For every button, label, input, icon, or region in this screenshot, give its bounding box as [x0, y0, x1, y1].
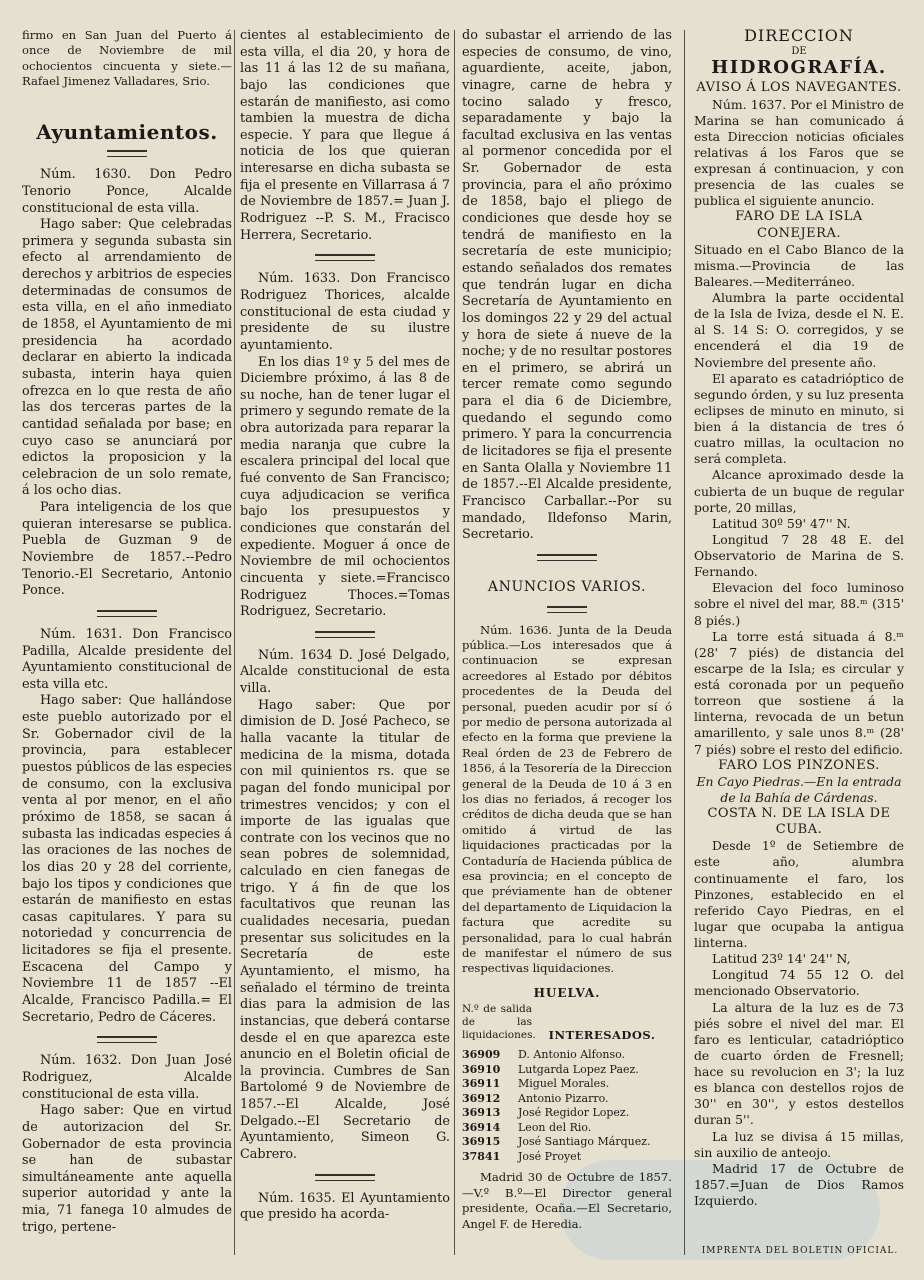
- notice-1635-continued: do subastar el arriendo de las especies de consumo, de vino, aguardiente, aceite, jabon, vinagre, carne de hebra y tocino salado y fresco, separadamente y bajo la facultad exclusiva en las ventas al pormenor concedida por el Sr. Gobernador de esta provincia, para el año próximo de 1858, bajo el pliego de condiciones que desde hoy se tendrá de manifiesto en la secretaría de este municipio; estando señalados dos remates que tendrán lugar en dicha Secretaría de Ayuntamiento en los domingos 22 y 29 del actual y hora de siete á nueve de la noche; y de no resultar postores en el primero, se abrirá un tercer remate como segundo para el dia 6 de Diciembre, quedando el segundo como primero. Y para la concurrencia de licitadores se fija el presente en Santa Olalla y Noviembre 11 de 1857.--El Alcalde presidente, Francisco Carballar.--Por su mandado, Ildefonso Marin, Secretario.: [462, 28, 672, 543]
- separator: [315, 631, 375, 638]
- creditor-name: José Regidor Lopez.: [518, 1106, 630, 1120]
- table-header: [462, 1003, 672, 1042]
- faro-pinzones-text: Latitud 23º 14' 24'' N,: [712, 951, 851, 967]
- notice-1636-sign: Madrid 30 de Octubre de 1857. —V.º B.º—El Director general presidente, Ocaña.—El Secretario, Angel F. de Heredia.: [462, 1170, 672, 1231]
- notice-1633-title: Núm. 1633. Don Francisco Rodriguez Thorices, alcalde constitucional de esta ciudad y presidente de su ilustre ayuntamiento.: [240, 271, 450, 353]
- faro-pinzones-text: Longitud 74 55 12 O. del mencionado Observatorio.: [694, 967, 904, 999]
- column-4: [694, 28, 904, 1209]
- faro-pinzones-location: En Cayo Piedras.—En la entrada de la Bahía de Cárdenas.: [696, 773, 902, 805]
- column-3: [462, 28, 672, 1232]
- aviso-heading: AVISO Á LOS NAVEGANTES.: [696, 80, 902, 96]
- notice-1631-body: Hago saber: Que hallándose este pueblo autorizado por el Sr. Gobernador civil de la provincia, para establecer puestos públicos de las especies de consumo, con la exclusiva venta al por menor, en el año próximo de 1858, se sacan á subasta las indicadas especies á las oraciones de las noches de los dias 20 y 28 del corriente, bajo los tipos y condiciones que estarán de manifiesto en estas casas capitulares. Y para su notoriedad y concurrencia de licitadores se fija el presente. Escacena del Campo y Noviembre 11 de 1857 --El Alcalde, Francisco Padilla.= El Secretario, Pedro de Cáceres.: [22, 693, 232, 1025]
- column-1: [22, 28, 232, 1236]
- notice-1630-body: Hago saber: Que celebradas primera y segunda subasta sin efecto al arrendamiento de derechos y arbitrios de especies determinadas de consumos de esta villa, en el año inmediato de 1858, el Ayuntamiento de mi presidencia ha acordado declarar en abierto la indicada subasta, interin haya quien ofrezca en lo que resta de año las dos terceras partes de la cantidad señalada por base; en cuyo caso se anunciará por edictos la proposicion y la celebracion de un solo remate, á los ocho dias.: [22, 217, 232, 499]
- table-header-right: INTERESADOS.: [548, 1028, 656, 1043]
- table-row: [462, 1135, 672, 1150]
- separator: [537, 554, 597, 561]
- faro-conejera-location: Situado en el Cabo Blanco de la misma.—Provincia de las Baleares.—Mediterráneo.: [694, 241, 904, 289]
- liquidation-number: 37841: [462, 1149, 501, 1163]
- table-row: [462, 1121, 672, 1136]
- faro-conejera-text: Elevacion del foco luminoso sobre el nivel del mar, 88.ᵐ (315' 8 piés.): [694, 580, 904, 628]
- notice-1631-title: Núm. 1631. Don Francisco Padilla, Alcalde presidente del Ayuntamiento constitucional de esta villa etc.: [22, 626, 232, 692]
- notice-1632-title: Núm. 1632. Don Juan José Rodriguez, Alcalde constitucional de esta villa.: [22, 1053, 232, 1102]
- faro-conejera-text: Alcance aproximado desde la cubierta de un buque de regular porte, 20 millas,: [694, 467, 904, 515]
- liquidation-number: 36915: [462, 1135, 501, 1149]
- section-heading: Ayuntamientos.: [36, 119, 218, 144]
- hidrografia-heading: HIDROGRAFÍA.: [711, 57, 887, 79]
- direccion-heading: DIRECCION: [744, 26, 854, 45]
- continued-text: firmo en San Juan del Puerto á once de Noviembre de mil ochocientos cincuenta y siete.—Rafael Jimenez Valladares, Srio.: [22, 28, 232, 89]
- table-row: [462, 1092, 672, 1107]
- liquidation-number: 36914: [462, 1120, 501, 1134]
- notice-1630-title: Núm. 1630. Don Pedro Tenorio Ponce, Alcalde constitucional de esta villa.: [22, 167, 232, 216]
- separator: [97, 1036, 157, 1043]
- notice-1634-body: Hago saber: Que por dimision de D. José Pacheco, se halla vacante la titular de medicina de la misma, dotada con mil quinientos rs. que se pagan del fondo municipal por trimestres vencidos; y con el importe de las igualas que contrate con los vecinos que no sean pobres de solemnidad, calculado en cien fanegas de trigo. Y á fin de que los facultativos que reunan las cualidades necesaria, puedan presentar sus solicitudes en la Secretaría de este Ayuntamiento, el mismo, ha señalado el término de treinta dias para la admision de las instancias, que deberá contarse desde el en que aparezca este anuncio en el Boletin oficial de la provincia. Cumbres de San Bartolomé 9 de Noviembre de 1857.--El Alcalde, José Delgado.--El Secretario de Ayuntamiento, Simeon G. Cabrero.: [240, 697, 450, 1162]
- creditor-name: Lutgarda Lopez Paez.: [518, 1062, 639, 1076]
- creditor-name: Antonio Pizarro.: [518, 1091, 609, 1105]
- table-row: [462, 1077, 672, 1092]
- column-rule: [684, 30, 685, 1255]
- column-rule: [234, 30, 235, 1255]
- creditor-name: José Santiago Márquez.: [518, 1135, 651, 1149]
- faro-pinzones-text: Madrid 17 de Octubre de 1857.=Juan de Dios Ramos Izquierdo.: [694, 1160, 904, 1208]
- notice-1630-sign: Para inteligencia de los que quieran interesarse se publica. Puebla de Guzman 9 de Noviembre de 1857.--Pedro Tenorio.-El Secretario, Antonio Ponce.: [22, 500, 232, 599]
- separator: [97, 610, 157, 617]
- faro-conejera-text: La torre está situada á 8.ᵐ (28' 7 piés) de distancia del escarpe de la Isla; es circular y está coronada por un pequeño torreon que sostiene á la linterna, revocada de un betun amarillento, y sale unos 8.ᵐ (28' 7 piés) sobre el resto del edificio.: [694, 628, 904, 757]
- faro-conejera-heading: FARO DE LA ISLA CONEJERA.: [735, 209, 863, 241]
- separator: [107, 150, 147, 157]
- table-row: [462, 1150, 672, 1165]
- table-row: [462, 1063, 672, 1078]
- faro-conejera-text: El aparato es catadrióptico de segundo órden, y su luz presenta eclipses de minuto en minuto, si bien á la distancia de tres ó cuatro millas, la ocultacion no será completa.: [694, 370, 904, 467]
- table-header-left: N.º de salida de las liquidaciones.: [462, 1003, 536, 1042]
- liquidation-number: 36911: [462, 1077, 501, 1091]
- table-row: [462, 1106, 672, 1121]
- notice-1636-body: Núm. 1636. Junta de la Deuda pública.—Los interesados que á continuacion se expresan acreedores al Estado por débitos procedentes de la Deuda del personal, pueden acudir por sí ó por medio de persona autorizada al efecto en la forma que previene la Real órden de 23 de Febrero de 1856, á la Tesorería de la Direccion general de la Deuda de 10 á 3 en los dias no feriados, á recoger los créditos de dicha deuda que se han omitido á virtud de las liquidaciones practicadas por la Contaduría de Hacienda pública de esa provincia; en el concepto de que préviamente han de obtener del departamento de Liquidacion la factura que acredite su personalidad, para lo cual habrán de manifestar el número de sus respectivas liquidaciones.: [462, 622, 672, 976]
- faro-pinzones-heading: FARO LOS PINZONES.: [718, 757, 880, 773]
- notice-1633-body: En los dias 1º y 5 del mes de Diciembre próximo, á las 8 de su noche, han de tener lugar el primero y segundo remate de la obra autorizada para reparar la media naranja que cubre la escalera principal del local que fué convento de San Francisco; cuya adjudicacion se verifica bajo los presupuestos y condiciones que constarán del expediente. Moguer á once de Noviembre de mil ochocientos cincuenta y siete.=Francisco Rodriguez Thoces.=Tomas Rodriguez, Secretario.: [240, 354, 450, 620]
- creditor-name: Miguel Morales.: [518, 1077, 610, 1091]
- faro-conejera-text: Latitud 30º 59' 47'' N.: [712, 515, 851, 531]
- printer-footer: IMPRENTA DEL BOLETIN OFICIAL.: [701, 1246, 899, 1256]
- creditors-table: [462, 1048, 672, 1164]
- creditor-name: Leon del Rio.: [518, 1120, 592, 1134]
- huelva-heading: HUELVA.: [533, 985, 601, 1000]
- creditor-name: D. Antonio Alfonso.: [518, 1048, 626, 1062]
- notice-1635-title: Núm. 1635. El Ayuntamiento que presido ha acorda-: [240, 1190, 450, 1223]
- liquidation-number: 36910: [462, 1062, 501, 1076]
- separator: [315, 254, 375, 261]
- faro-conejera-text: Longitud 7 28 48 E. del Observatorio de Marina de S. Fernando.: [694, 531, 904, 580]
- column-2: [240, 28, 450, 1224]
- faro-pinzones-text: Desde 1º de Setiembre de este año, alumbra continuamente el faro, los Pinzones, establecido en el referido Cayo Piedras, en el lugar que ocupaba la antigua linterna.: [694, 838, 904, 950]
- notice-1634-title: Núm. 1634 D. José Delgado, Alcalde constitucional de esta villa.: [240, 647, 450, 697]
- creditor-name: José Proyet: [518, 1149, 582, 1163]
- notice-1632-continued: cientes al establecimiento de esta villa, el dia 20, y hora de las 11 á las 12 de su mañana, bajo las condiciones que estarán de manifiesto, asi como tambien la muestra de dicha especie. Y para que llegue á noticia de los que quieran interesarse en dicha subasta se fija el presente en Villarrasa á 7 de Noviembre de 1857.= Juan J. Rodriguez --P. S. M., Fracisco Herrera, Secretario.: [240, 28, 450, 243]
- faro-pinzones-text: La altura de la luz es de 73 piés sobre el nivel del mar. El faro es lenticular, catadrióptico de cuarto órden de Fresnell; hace su revolucion en 3'; la luz es blanca con destellos rojos de 30'' en 30'', y estos destellos duran 5''.: [694, 999, 904, 1128]
- liquidation-number: 36909: [462, 1048, 501, 1062]
- notice-1632-body: Hago saber: Que en virtud de autorizacion del Sr. Gobernador de esta provincia se han de subastar simultáneamente ante aquella superior autoridad y ante la mia, 71 fanega 10 almudes de trigo, pertene-: [22, 1103, 232, 1235]
- table-row: [462, 1048, 672, 1063]
- de-heading: DE: [791, 46, 807, 58]
- faro-conejera-text: Alumbra la parte occidental de la Isla de Iviza, desde el N. E. al S. 14 S: O. corregidos, y se encenderá el dia 19 de Noviembre del presente año.: [694, 290, 904, 370]
- separator: [315, 1174, 375, 1181]
- column-rule: [454, 30, 455, 1255]
- anuncios-heading: ANUNCIOS VARIOS.: [487, 578, 647, 595]
- separator: [547, 606, 587, 613]
- liquidation-number: 36913: [462, 1106, 501, 1120]
- faro-pinzones-text: La luz se divisa á 15 millas, sin auxilio de anteojo.: [694, 1128, 904, 1160]
- costa-heading: COSTA N. DE LA ISLA DE CUBA.: [707, 806, 891, 838]
- notice-1637-body: Núm. 1637. Por el Ministro de Marina se han comunicado á esta Direccion noticias oficiales relativas á los Faros que se expresan á continuacion, y con presencia de las cuales se publica el siguiente anuncio.: [694, 96, 904, 209]
- liquidation-number: 36912: [462, 1091, 501, 1105]
